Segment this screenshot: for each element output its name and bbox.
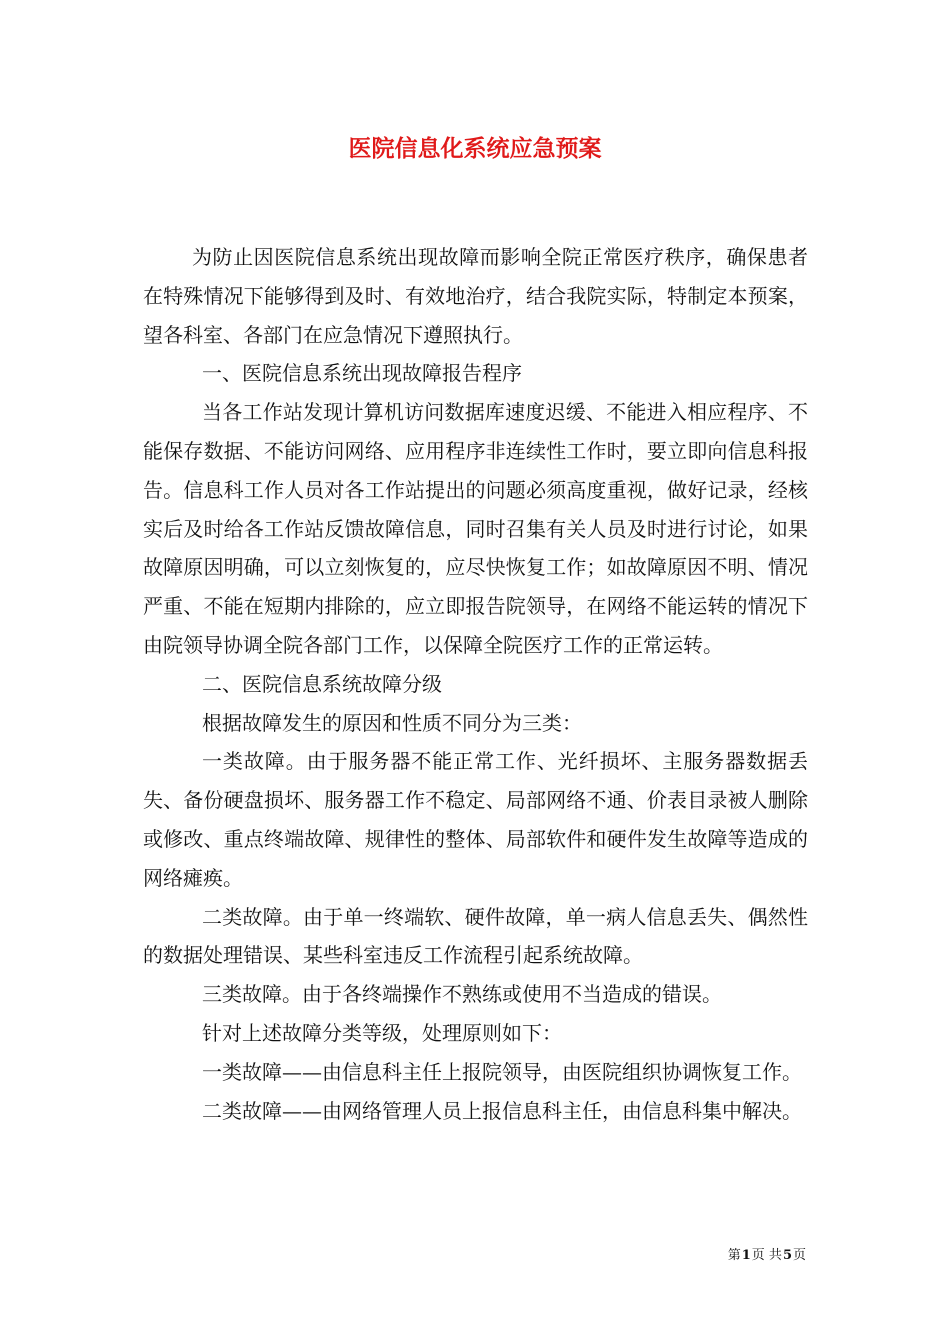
footer-middle: 页 共 (751, 1248, 782, 1263)
footer-prefix: 第 (727, 1248, 741, 1263)
paragraph-classification-intro: 根据故障发生的原因和性质不同分为三类： (202, 710, 582, 735)
paragraph-principle-two: 二类故障——由网络管理人员上报信息科主任，由信息科集中解决。 (202, 1098, 802, 1123)
section-heading-2: 二、医院信息系统故障分级 (202, 671, 442, 696)
page-footer (728, 1246, 806, 1266)
total-page-number: 5 (782, 1248, 792, 1263)
document-body (143, 238, 808, 1130)
paragraph-intro: 为防止因医院信息系统出现故障而影响全院正常医疗秩序，确保患者在特殊情况下能够得到及时、有效地治疗，结合我院实际，特制定本预案，望各科室、各部门在应急情况下遵照执行。 (143, 245, 808, 347)
paragraph-principles-intro: 针对上述故障分类等级，处理原则如下： (202, 1020, 562, 1045)
paragraph-principle-one: 一类故障——由信息科主任上报院领导，由医院组织协调恢复工作。 (202, 1059, 802, 1084)
section-heading-1: 一、医院信息系统出现故障报告程序 (202, 361, 522, 386)
paragraph-class-three: 三类故障。由于各终端操作不熟练或使用不当造成的错误。 (202, 982, 722, 1007)
paragraph-class-two: 二类故障。由于单一终端软、硬件故障，单一病人信息丢失、偶然性的数据处理错误、某些科室违反工作流程引起系统故障。 (143, 904, 808, 968)
paragraph-report-procedure: 当各工作站发现计算机访问数据库速度迟缓、不能进入相应程序、不能保存数据、不能访问网络、应用程序非连续性工作时，要立即向信息科报告。信息科工作人员对各工作站提出的问题必须高度重视，做好记录，经核实后及时给各工作站反馈故障信息，同时召集有关人员及时进行讨论，如果故障原因明确，可以立刻恢复的，应尽快恢复工作；如故障原因不明、情况严重、不能在短期内排除的，应立即报告院领导，在网络不能运转的情况下由院领导协调全院各部门工作，以保障全院医疗工作的正常运转。 (143, 400, 808, 657)
document-title: 医院信息化系统应急预案 (348, 135, 602, 162)
footer-suffix: 页 (792, 1248, 806, 1263)
paragraph-class-one: 一类故障。由于服务器不能正常工作、光纤损坏、主服务器数据丢失、备份硬盘损坏、服务器工作不稳定、局部网络不通、价表目录被人删除或修改、重点终端故障、规律性的整体、局部软件和硬件发生故障等造成的网络瘫痪。 (143, 749, 808, 890)
current-page-number: 1 (741, 1248, 751, 1263)
